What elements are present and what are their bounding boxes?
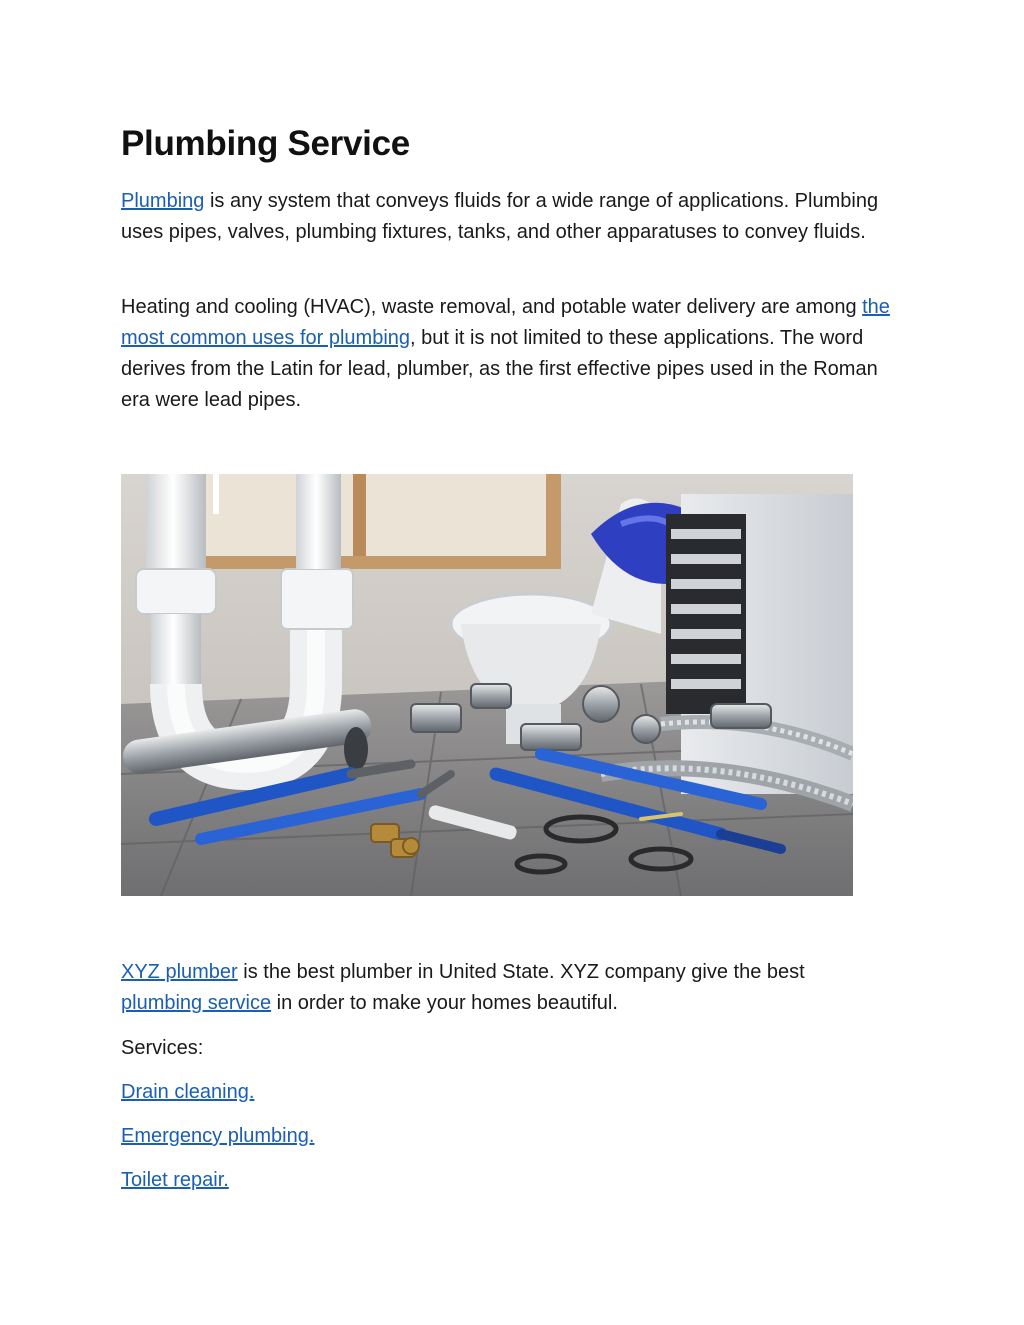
drain-cleaning-link[interactable]: Drain cleaning. — [121, 1081, 255, 1103]
service-item-toilet-repair — [121, 1165, 229, 1196]
hvac-text-end: , but it is not limited to these applications. The word derives from the Latin for lead, plumber, as the first effective pipes used in the Roman era were lead pipes. — [121, 327, 878, 411]
emergency-plumbing-link[interactable]: Emergency plumbing. — [121, 1125, 315, 1147]
intro-text: is any system that conveys fluids for a wide range of applications. Plumbing uses pipes, valves, plumbing fixtures, tanks, and other apparatuses to convey fluids. — [121, 190, 879, 243]
common-uses-link[interactable]: the most common uses for plumbing — [121, 296, 890, 349]
service-item-drain-cleaning — [121, 1077, 254, 1108]
company-text-mid: is the best plumber in United State. XYZ company give the best — [237, 961, 805, 983]
company-text-end: in order to make your homes beautiful. — [271, 992, 618, 1014]
plumbing-tools-illustration — [121, 474, 853, 896]
plumbing-link[interactable]: Plumbing — [121, 190, 205, 212]
toilet-repair-link[interactable]: Toilet repair. — [121, 1169, 229, 1191]
xyz-plumber-link[interactable]: XYZ plumber — [121, 961, 238, 983]
plumbing-service-link[interactable]: plumbing service — [121, 992, 272, 1014]
hvac-paragraph — [121, 292, 891, 416]
services-label: Services: — [121, 1037, 204, 1059]
company-paragraph — [121, 957, 891, 1019]
service-item-emergency-plumbing — [121, 1121, 314, 1152]
intro-paragraph — [121, 186, 891, 248]
plumbing-tools-photo — [121, 474, 853, 896]
hvac-text-start: Heating and cooling (HVAC), waste removal, and potable water delivery are among — [121, 296, 863, 318]
page-title: Plumbing Service — [121, 124, 410, 163]
